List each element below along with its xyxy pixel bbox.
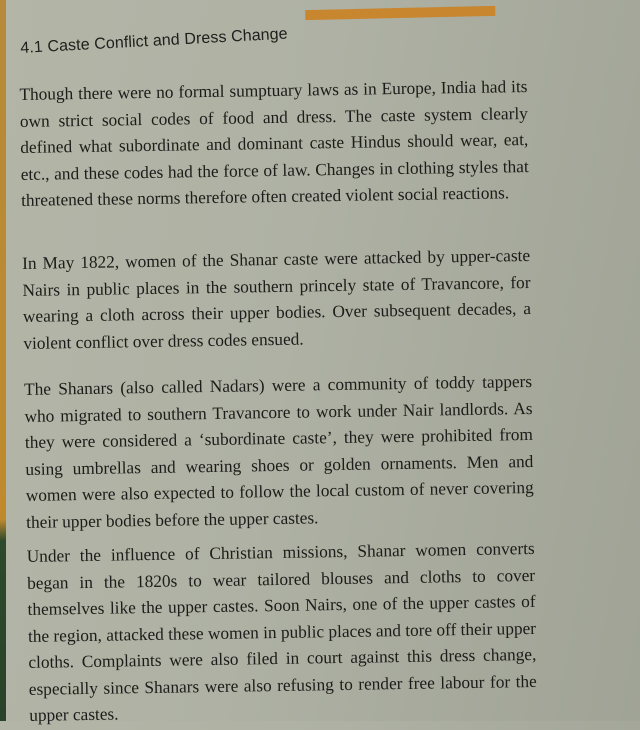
paragraph-christian-missions: Under the influence of Christian missions, Shanar women converts began in the 1820s to wear tailored blouses and cloths to cover themselves like the upper castes. Soon Nairs, one of the upper castes of the region, attacked these women in public places and tore off their upper cloths. Complaints were also filed in court against this dress change, especially since Shanars were also refusing to render free labour for the upper castes.: [26, 539, 537, 726]
book-edge-color-strip: [0, 0, 6, 721]
paragraph-sumptuary-codes: Though there were no formal sumptuary laws as in Europe, India had its own strict social codes of food and dress. The caste system clearly defined what subordinate and dominant caste Hindus should wear, eat, etc., and these codes had the force of law. Changes in clothing styles that threatened these norms therefore often created violent social reactions.: [19, 77, 529, 211]
section-accent-bar: [305, 6, 495, 20]
textbook-page: [18, 0, 539, 726]
paragraph-shanars-community: The Shanars (also called Nadars) were a community of toddy tappers who migrated to southern Travancore to work under Nair landlords. As they were considered a ‘subordinate caste’, they were prohibited from using umbrellas and wearing shoes or golden ornaments. Men and women were also expected to follow the local custom of never covering their upper bodies before the upper castes.: [23, 372, 534, 532]
section-heading: 4.1 Caste Conflict and Dress Change: [19, 25, 289, 57]
paragraph-may-1822-attack: In May 1822, women of the Shanar caste were attacked by upper-caste Nairs in public places in the southern princely state of Travancore, for wearing a cloth across their upper bodies. Over subsequent decades, a violent conflict over dress codes ensued.: [21, 246, 532, 353]
